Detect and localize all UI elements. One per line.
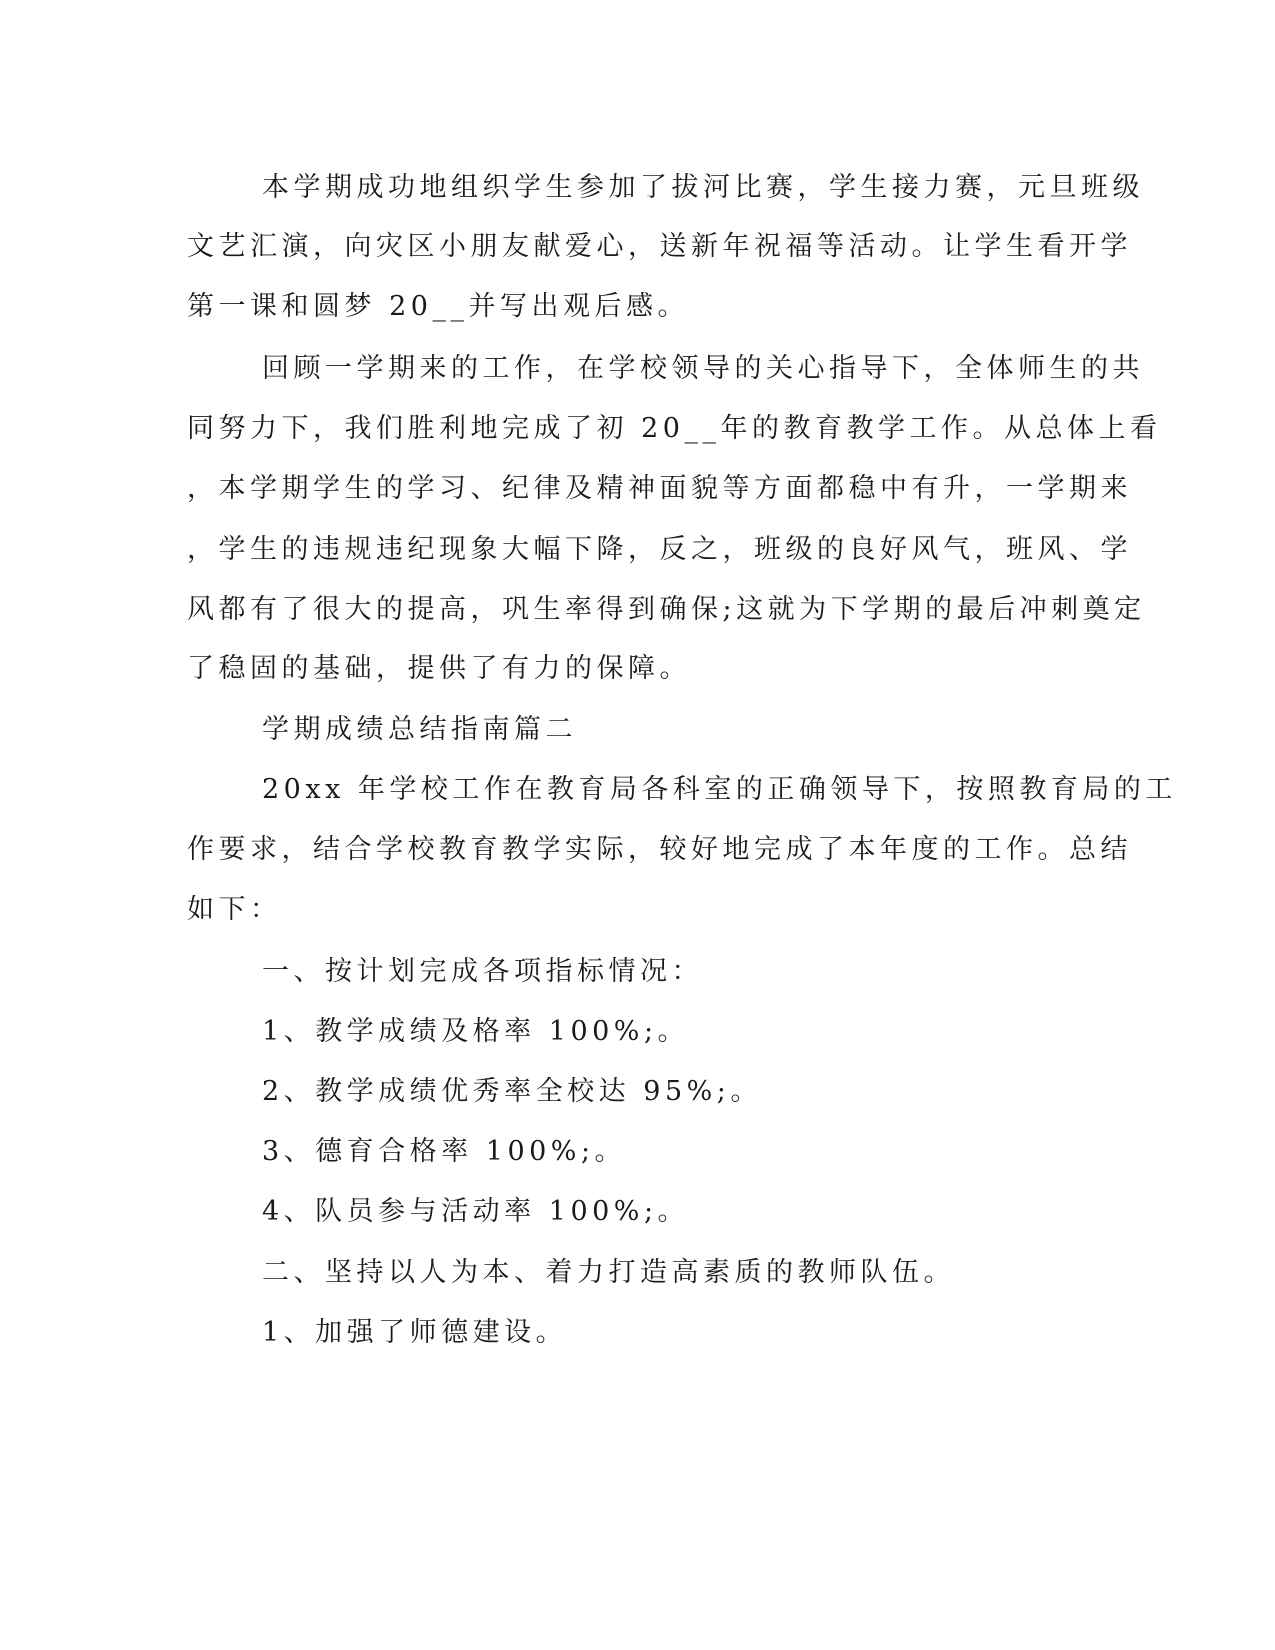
- paragraph-line: ，学生的违规违纪现象大幅下降，反之，班级的良好风气，班风、学: [187, 534, 1132, 565]
- paragraph-line: 风都有了很大的提高，巩生率得到确保;这就为下学期的最后冲刺奠定: [187, 594, 1146, 625]
- list-item: 1、加强了师德建设。: [262, 1317, 568, 1348]
- list-heading: 二、坚持以人为本、着力打造高素质的教师队伍。: [262, 1257, 955, 1288]
- paragraph-line: 作要求，结合学校教育教学实际，较好地完成了本年度的工作。总结: [187, 834, 1132, 865]
- paragraph-line: 回顾一学期来的工作，在学校领导的关心指导下，全体师生的共: [262, 353, 1144, 384]
- list-heading: 一、按计划完成各项指标情况：: [262, 956, 703, 987]
- paragraph-line: 了稳固的基础，提供了有力的保障。: [187, 653, 691, 684]
- paragraph-line: 同努力下，我们胜利地完成了初 20__年的教育教学工作。从总体上看: [187, 413, 1162, 444]
- paragraph-line: ，本学期学生的学习、纪律及精神面貌等方面都稳中有升，一学期来: [187, 473, 1132, 504]
- paragraph-line: 如下：: [187, 894, 282, 925]
- paragraph-line: 文艺汇演，向灾区小朋友献爱心，送新年祝福等活动。让学生看开学: [187, 231, 1132, 262]
- paragraph-line: 第一课和圆梦 20__并写出观后感。: [187, 291, 689, 322]
- list-item: 1、教学成绩及格率 100%;。: [262, 1016, 690, 1047]
- section-heading: 学期成绩总结指南篇二: [262, 714, 577, 745]
- list-item: 3、德育合格率 100%;。: [262, 1136, 627, 1167]
- paragraph-line: 20xx 年学校工作在教育局各科室的正确领导下，按照教育局的工: [262, 774, 1177, 805]
- list-item: 4、队员参与活动率 100%;。: [262, 1196, 690, 1227]
- paragraph-line: 本学期成功地组织学生参加了拔河比赛，学生接力赛，元旦班级: [262, 172, 1144, 203]
- list-item: 2、教学成绩优秀率全校达 95%;。: [262, 1076, 762, 1107]
